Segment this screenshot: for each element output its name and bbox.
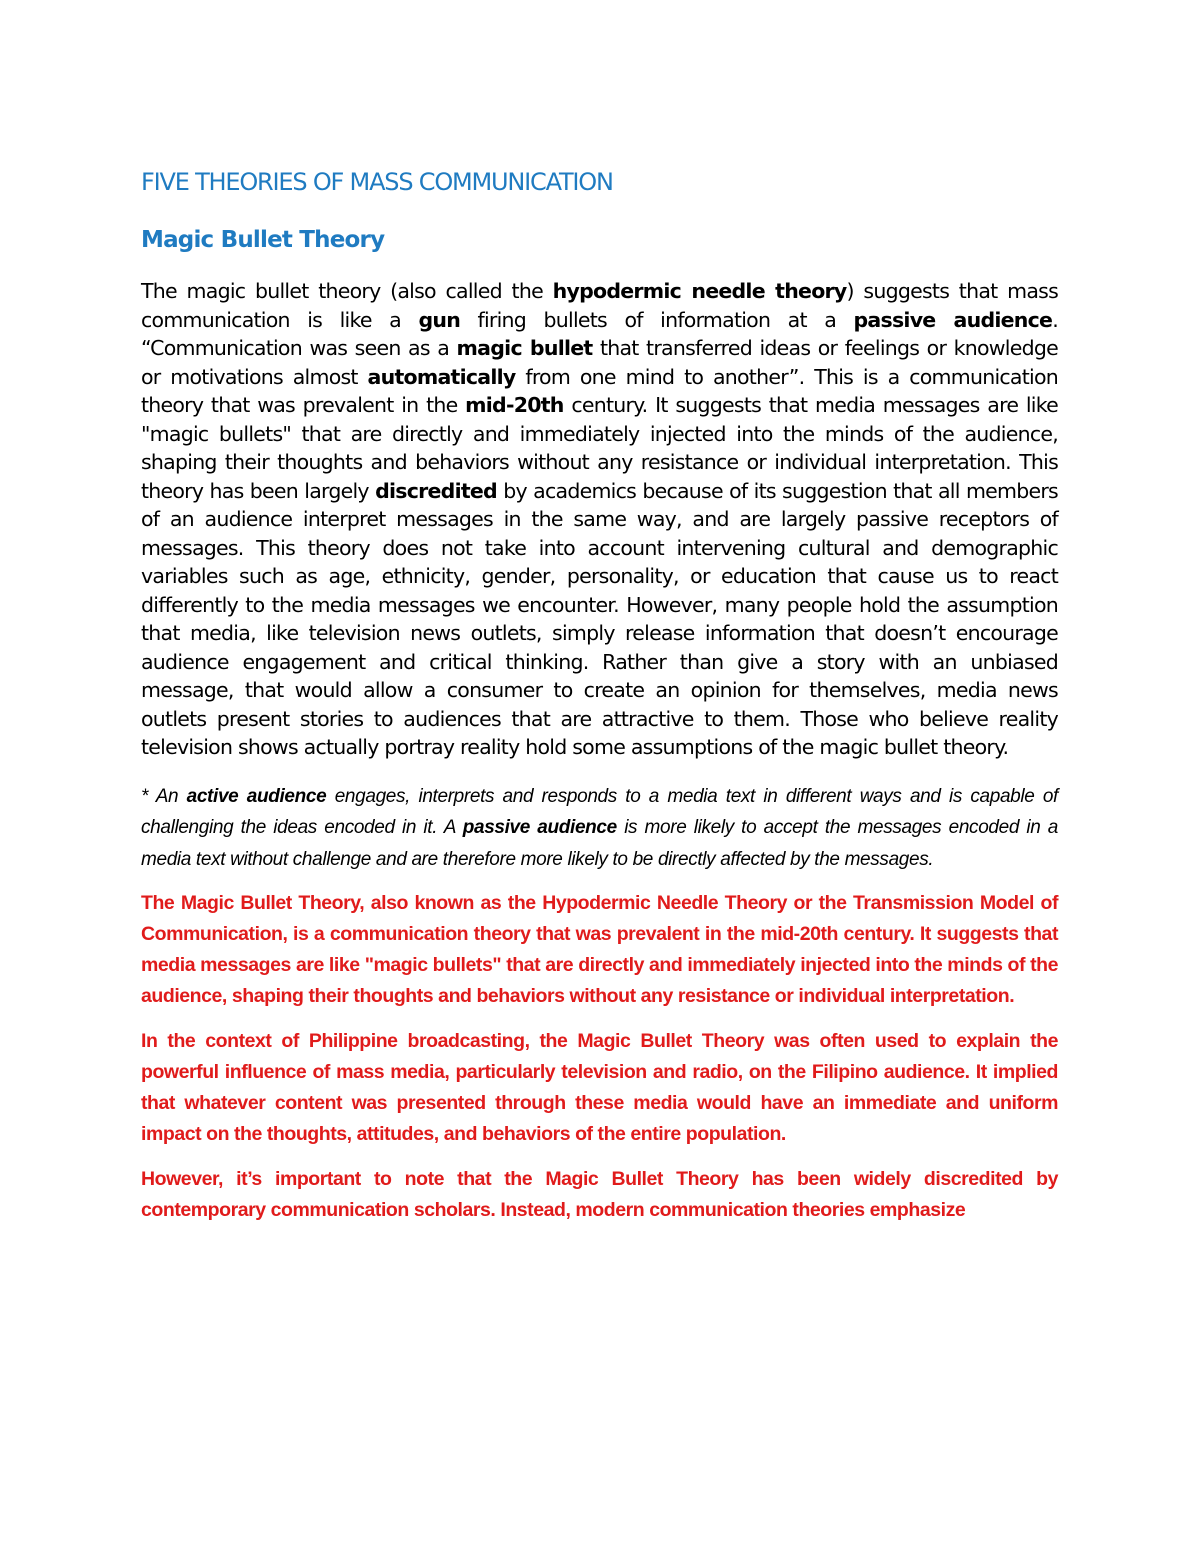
body-paragraph	[141, 277, 1058, 762]
text-run: from one mind to another”. This is a communication theory that was prevalent in the	[141, 364, 1058, 417]
bold-term: hypodermic needle theory	[552, 279, 847, 303]
bold-term: active audience	[186, 785, 327, 807]
bold-term: passive audience	[462, 817, 617, 838]
bold-term: magic bullet	[456, 336, 593, 360]
text-run: . “Communication was seen as a	[141, 307, 1058, 360]
document-title: FIVE THEORIES OF MASS COMMUNICATION	[141, 168, 613, 196]
red-paragraph-1: The Magic Bullet Theory, also known as the Hypodermic Needle Theory or the Transmission Model of Communication, is a communication theory that was prevalent in the mid-20th century. It suggests that media messages are like "magic bullets" that are directly and immediately injected into the minds of the audience, shaping their thoughts and behaviors without any resistance or individual interpretation.	[141, 892, 1058, 1007]
text-run: * An	[141, 785, 187, 807]
red-paragraph-2: In the context of Philippine broadcasting, the Magic Bullet Theory was often used to explain the powerful influence of mass media, particularly television and radio, on the Filipino audience. It implied that whatever content was presented through these media would have an immediate and uniform impact on the thoughts, attitudes, and behaviors of the entire population.	[141, 1030, 1058, 1145]
bold-term: automatically	[367, 364, 516, 389]
bold-term: gun	[418, 307, 461, 332]
text-run: firing bullets of information at a	[460, 307, 854, 332]
section-heading: Magic Bullet Theory	[141, 227, 385, 253]
bold-term: passive audience	[853, 307, 1053, 332]
audience-note	[141, 781, 1058, 876]
text-run: century. It suggests that media messages are like "magic bullets" that are directly and immediately injected into the minds of the audience, shaping their thoughts and behaviors without any resistance or individual interpretation. This theory has been largely	[141, 393, 1058, 503]
text-run: The magic bullet theory (also called the	[141, 279, 553, 303]
text-run: is more likely to accept the messages encoded in a media text without challenge and are therefore more likely to be directly affected by the messages.	[141, 817, 1059, 870]
bold-term: mid-20th	[465, 393, 564, 417]
document-page	[141, 160, 1058, 1226]
text-run: ) suggests that mass communication is like a	[141, 279, 1058, 332]
red-paragraph-3: However, it’s important to note that the Magic Bullet Theory has been widely discredited by contemporary communication scholars. Instead, modern communication theories emphasize	[141, 1168, 1058, 1221]
text-run: by academics because of its suggestion that all members of an audience interpret messages in the same way, and are largely passive receptors of messages. This theory does not take into account intervening cultural and demographic variables such as age, ethnicity, gender, personality, or education that cause us to react differently to the media messages we encounter. However, many people hold the assumption that media, like television news outlets, simply release information that doesn’t encourage audience engagement and critical thinking. Rather than give a story with an unbiased message, that would allow a consumer to create an opinion for themselves, media news outlets present stories to audiences that are attractive to them. Those who believe reality television shows actually portray reality hold some assumptions of the magic bullet theory.	[141, 478, 1058, 759]
text-run: engages, interprets and responds to a media text in different ways and is capable of challenging the ideas encoded in it. A	[141, 785, 1058, 838]
text-run: that transferred ideas or feelings or knowledge or motivations almost	[141, 336, 1058, 389]
bold-term: discredited	[375, 478, 497, 503]
